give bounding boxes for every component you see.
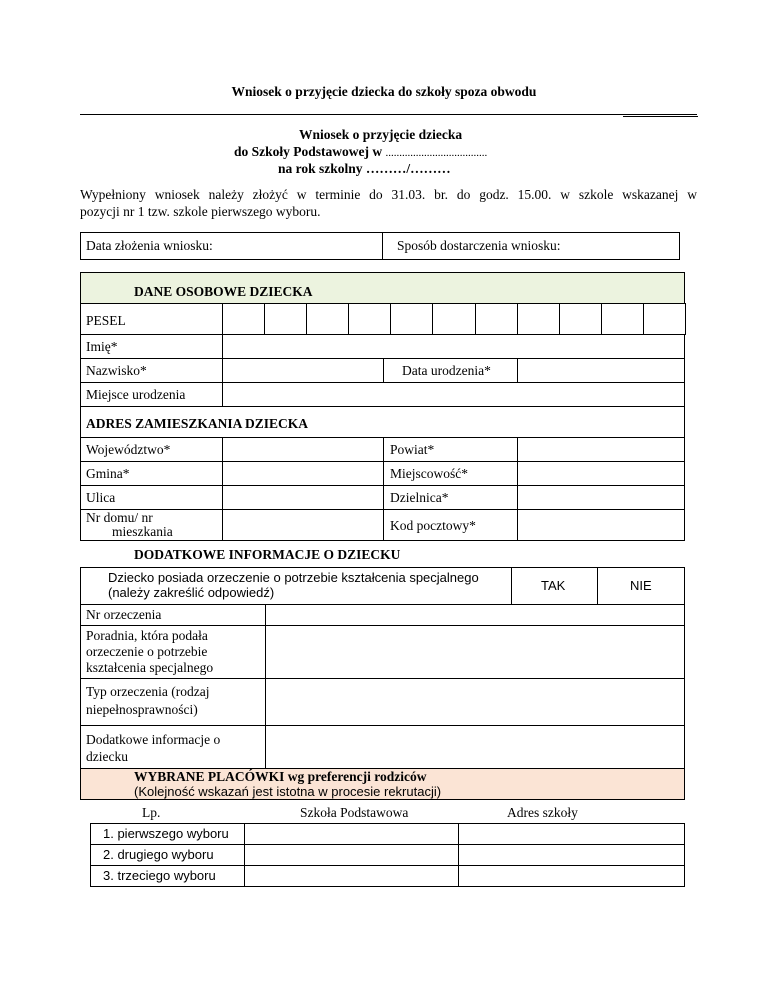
col-address: Adres szkoły	[507, 805, 578, 820]
powiat-input[interactable]	[517, 437, 685, 462]
kod-input[interactable]	[517, 509, 685, 541]
orzeczenie-label-1: Dziecko posiada orzeczenie o potrzebie kształcenia specjalnego	[108, 570, 479, 585]
nr-domu-label-2: mieszkania	[112, 524, 173, 539]
pesel-digit-box[interactable]	[601, 303, 644, 335]
poradnia-input[interactable]	[265, 625, 685, 679]
nie-label: NIE	[630, 578, 652, 593]
data-urodzenia-input[interactable]	[517, 358, 685, 383]
poradnia-label-1: Poradnia, która podała	[86, 628, 208, 643]
typ-label-1: Typ orzeczenia (rodzaj	[86, 684, 210, 699]
school-row-1-label: 1. pierwszego wyboru	[103, 826, 229, 841]
imie-label: Imię*	[86, 339, 118, 354]
typ-label-2: niepełnosprawności)	[86, 702, 198, 717]
poradnia-label-2: orzeczenie o potrzebie	[86, 644, 208, 659]
data-urodzenia-label: Data urodzenia*	[402, 363, 491, 378]
pesel-digit-box[interactable]	[517, 303, 560, 335]
pesel-digit-box[interactable]	[348, 303, 391, 335]
miejscowosc-input[interactable]	[517, 461, 685, 486]
intro-text	[80, 186, 697, 220]
pesel-digit-box[interactable]	[643, 303, 686, 335]
kod-label: Kod pocztowy*	[390, 518, 476, 533]
col-school: Szkoła Podstawowa	[300, 805, 409, 820]
header-line2-text: do Szkoły Podstawowej w	[234, 144, 386, 159]
school-row-3-label: 3. trzeciego wyboru	[103, 868, 216, 883]
title-rule-shadow	[623, 116, 698, 117]
page-title: Wniosek o przyjęcie dziecka do szkoły spoza obwodu	[231, 84, 537, 99]
school-row-2-label: 2. drugiego wyboru	[103, 847, 214, 862]
schools-title: WYBRANE PLACÓWKI wg preferencji rodziców	[134, 769, 427, 784]
header-line3: na rok szkolny ………/………	[278, 161, 451, 176]
school-row-1-address[interactable]	[458, 823, 685, 845]
pesel-digit-box[interactable]	[432, 303, 475, 335]
title-rule	[80, 114, 697, 115]
nr-orzeczenia-input[interactable]	[265, 604, 685, 626]
wojewodztwo-input[interactable]	[222, 437, 384, 462]
miejsce-input[interactable]	[222, 382, 685, 407]
nr-domu-input[interactable]	[222, 509, 384, 541]
imie-input[interactable]	[222, 334, 685, 359]
wojewodztwo-label: Województwo*	[86, 442, 171, 457]
tak-label: TAK	[541, 578, 566, 593]
pesel-digit-box[interactable]	[559, 303, 602, 335]
school-row-3-school[interactable]	[244, 865, 459, 887]
pesel-digit-box[interactable]	[264, 303, 307, 335]
ulica-label: Ulica	[86, 490, 116, 505]
school-row-1-school[interactable]	[244, 823, 459, 845]
school-row-3-address[interactable]	[458, 865, 685, 887]
pesel-label: PESEL	[86, 313, 126, 328]
gmina-input[interactable]	[222, 461, 384, 486]
miejsce-label: Miejsce urodzenia	[86, 387, 186, 402]
orzeczenie-label-2: (należy zakreślić odpowiedź)	[108, 585, 275, 600]
extra-title: DODATKOWE INFORMACJE O DZIECKU	[134, 547, 401, 562]
ulica-input[interactable]	[222, 485, 384, 510]
pesel-digit-box[interactable]	[306, 303, 349, 335]
powiat-label: Powiat*	[390, 442, 435, 457]
address-title: ADRES ZAMIESZKANIA DZIECKA	[86, 416, 309, 431]
dodatkowe-input[interactable]	[265, 725, 685, 769]
submission-divider	[382, 232, 383, 260]
dodatkowe-label-2: dziecku	[86, 749, 128, 764]
poradnia-label-3: kształcenia specjalnego	[86, 660, 214, 675]
nr-orzeczenia-label: Nr orzeczenia	[86, 607, 162, 622]
intro-line2: pozycji nr 1 tzw. szkole pierwszego wyboru.	[80, 204, 321, 219]
pesel-digit-box[interactable]	[475, 303, 518, 335]
personal-title: DANE OSOBOWE DZIECKA	[134, 284, 313, 299]
schools-subtitle: (Kolejność wskazań jest istotna w procesie rekrutacji)	[134, 784, 442, 799]
miejscowosc-label: Miejscowość*	[390, 466, 468, 481]
nazwisko-input[interactable]	[222, 358, 384, 383]
dzielnica-input[interactable]	[517, 485, 685, 510]
dzielnica-label: Dzielnica*	[390, 490, 449, 505]
header-line1: Wniosek o przyjęcie dziecka	[299, 127, 463, 142]
nr-domu-label-1: Nr domu/ nr	[86, 510, 153, 525]
date-submitted-field[interactable]: Data złożenia wniosku:	[86, 238, 213, 253]
nazwisko-label: Nazwisko*	[86, 363, 147, 378]
typ-input[interactable]	[265, 678, 685, 726]
gmina-label: Gmina*	[86, 466, 130, 481]
school-row-2-address[interactable]	[458, 844, 685, 866]
pesel-digit-box[interactable]	[222, 303, 265, 335]
school-row-2-school[interactable]	[244, 844, 459, 866]
delivery-method-field[interactable]: Sposób dostarczenia wniosku:	[397, 238, 561, 253]
pesel-digit-box[interactable]	[390, 303, 433, 335]
header-line2-dots: .....................................	[385, 147, 488, 159]
col-lp: Lp.	[142, 805, 161, 820]
header-line2	[234, 144, 487, 160]
dodatkowe-label-1: Dodatkowe informacje o	[86, 732, 221, 747]
intro-line1: Wypełniony wniosek należy złożyć w terminie do 31.03. br. do godz. 15.00. w szkole wskazanej w	[80, 187, 697, 202]
